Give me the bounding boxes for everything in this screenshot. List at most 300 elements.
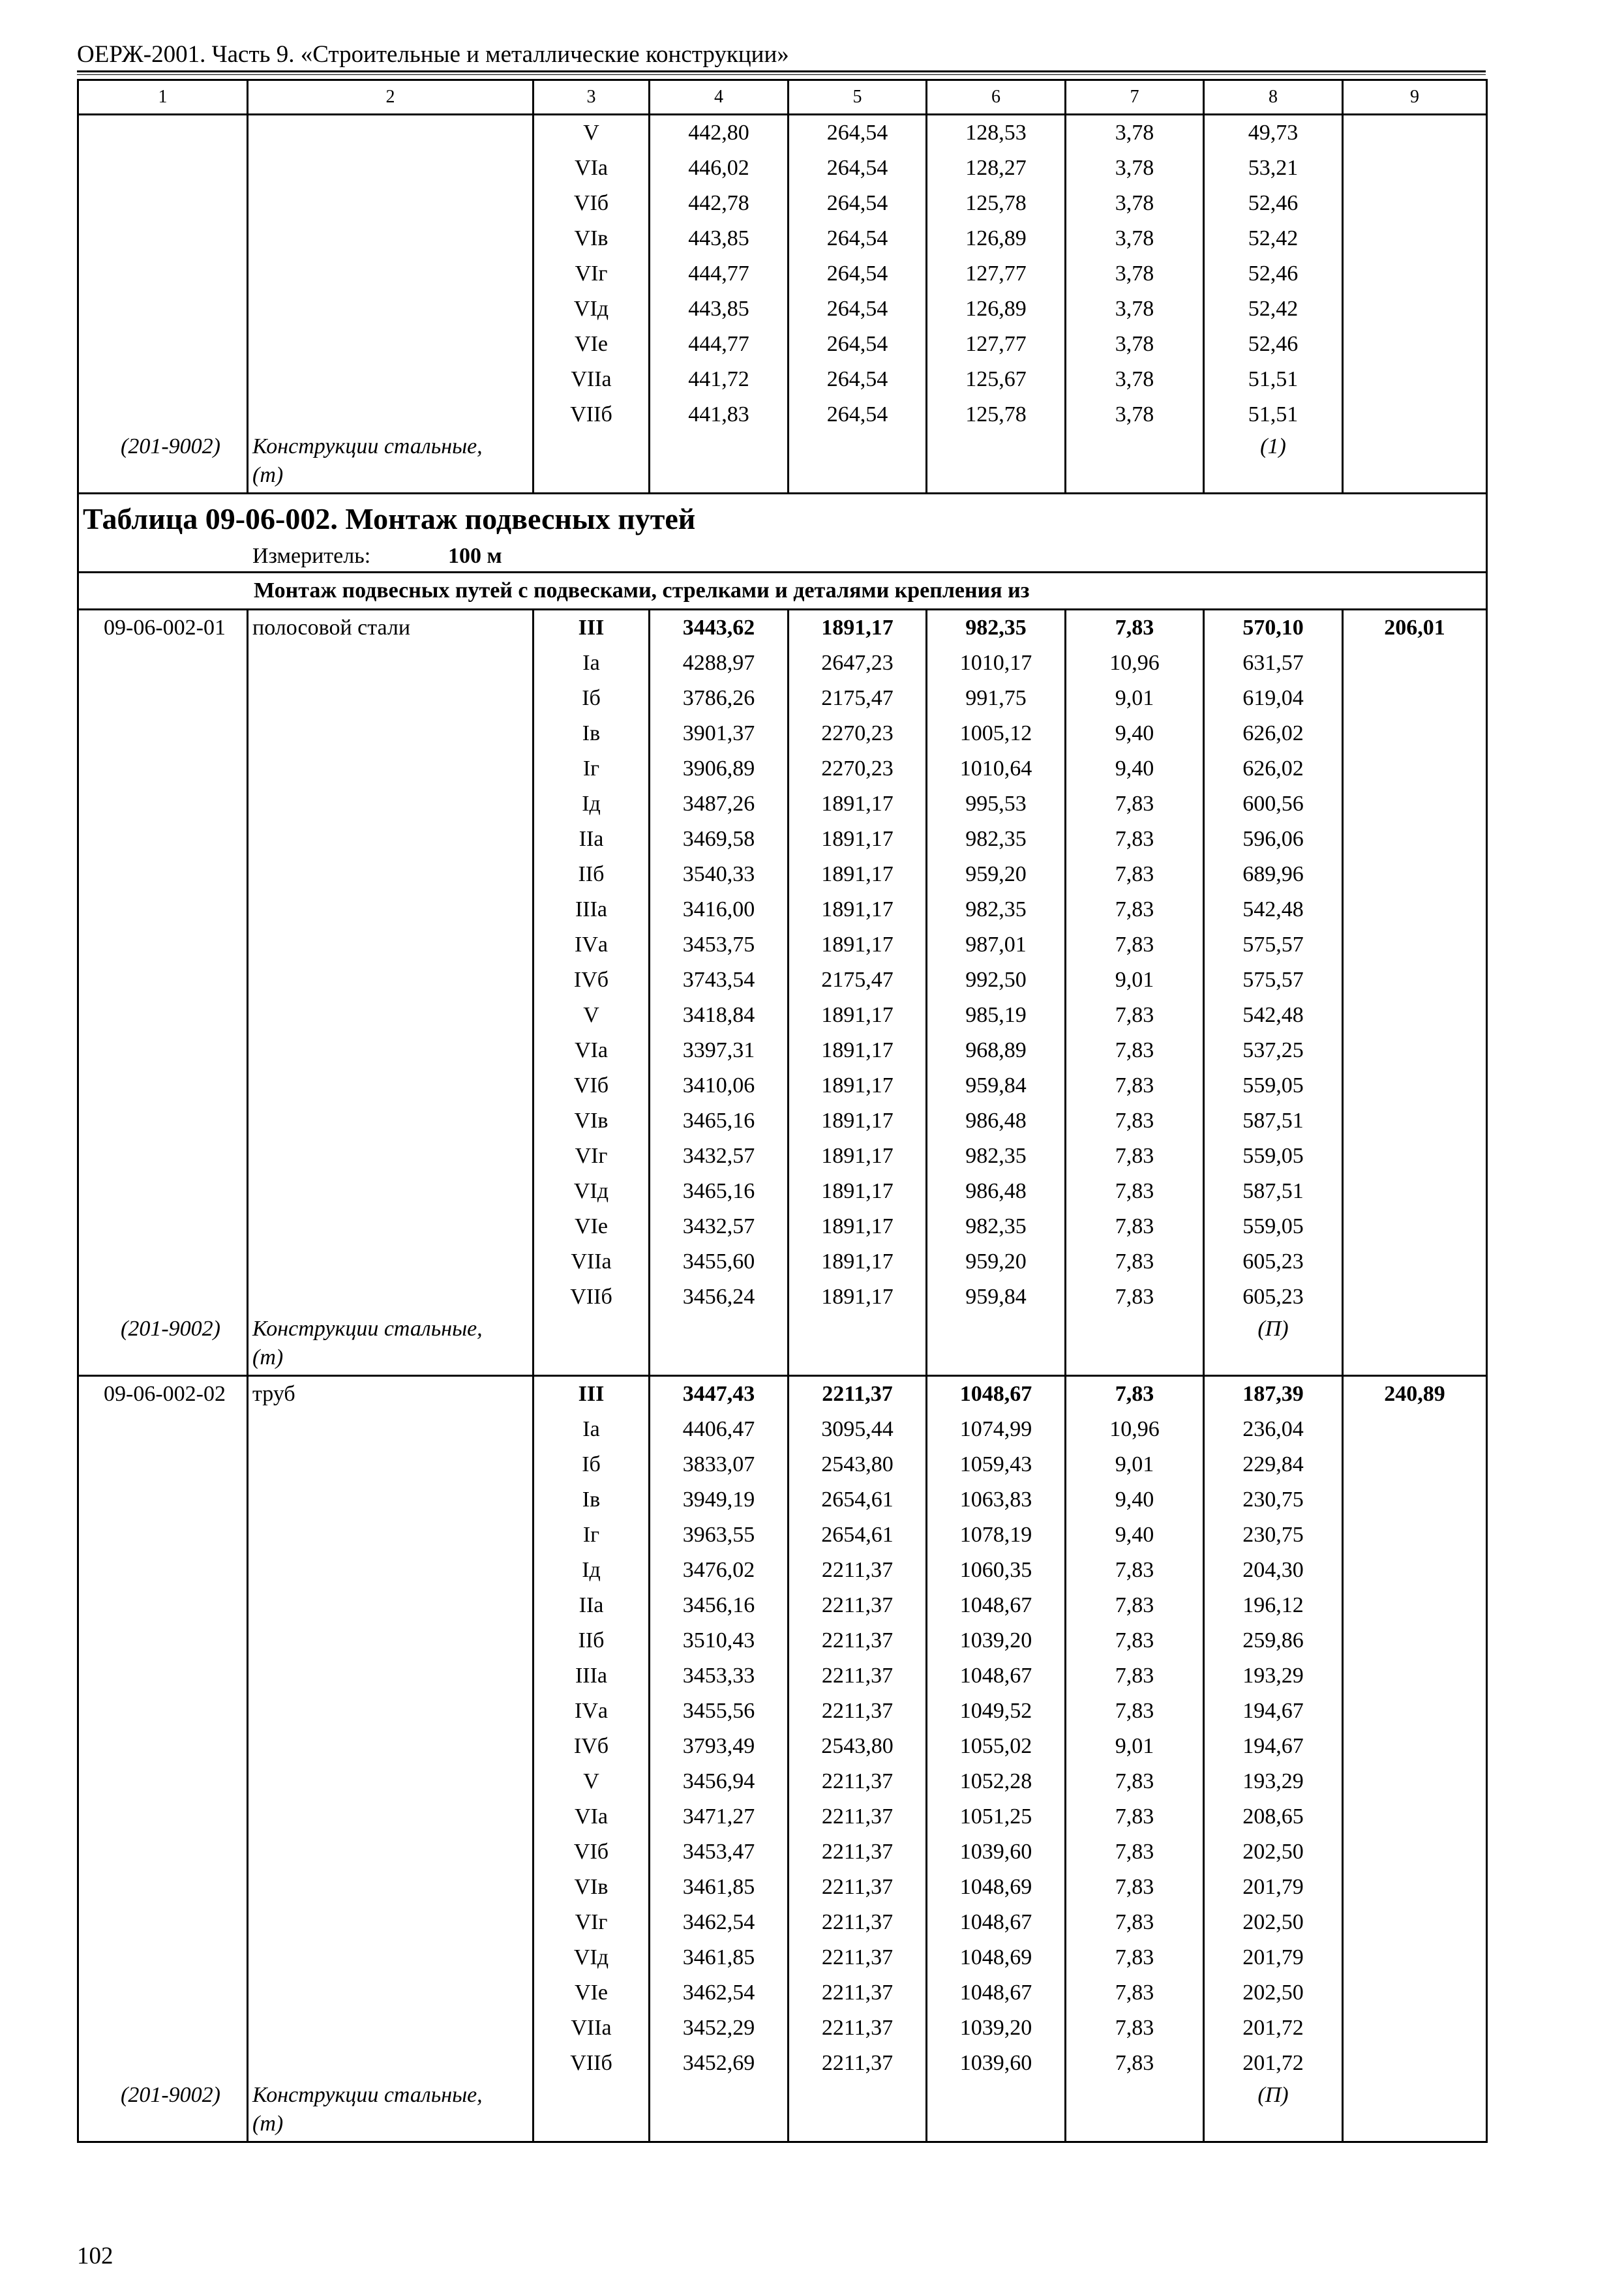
price-row	[78, 1729, 1487, 1764]
labor-hours	[1343, 1553, 1487, 1588]
resource-code: (201-9002)	[78, 2081, 248, 2142]
price-zone: VIг	[534, 256, 650, 292]
entry-name	[248, 1447, 534, 1482]
price-zone: Iд	[534, 1553, 650, 1588]
empty-cell	[789, 1315, 927, 1376]
entry-name	[248, 681, 534, 716]
resource-unit: (т)	[252, 1345, 284, 1369]
labor-cost: 1891,17	[789, 1209, 927, 1244]
price-zone: VIд	[534, 1174, 650, 1209]
operator-wage: 7,83	[1066, 1244, 1204, 1279]
price-zone: Iб	[534, 681, 650, 716]
entry-name	[248, 646, 534, 681]
entry-name	[248, 1694, 534, 1729]
column-number: 5	[789, 80, 927, 115]
material-cost: 605,23	[1204, 1244, 1343, 1279]
material-cost: 208,65	[1204, 1799, 1343, 1834]
machine-cost: 982,35	[927, 892, 1066, 927]
labor-hours	[1343, 397, 1487, 432]
operator-wage: 7,83	[1066, 1033, 1204, 1068]
machine-cost: 1005,12	[927, 716, 1066, 751]
price-zone: IVб	[534, 963, 650, 998]
operator-wage: 7,83	[1066, 1209, 1204, 1244]
price-zone: IIб	[534, 1623, 650, 1658]
entry-code	[78, 927, 248, 963]
entry-code	[78, 857, 248, 892]
price-row	[78, 857, 1487, 892]
total-cost: 3786,26	[650, 681, 789, 716]
labor-hours	[1343, 1764, 1487, 1799]
operator-wage: 7,83	[1066, 1658, 1204, 1694]
total-cost: 3833,07	[650, 1447, 789, 1482]
material-cost: 230,75	[1204, 1482, 1343, 1518]
entry-name	[248, 292, 534, 327]
labor-cost: 2211,37	[789, 2011, 927, 2046]
price-row	[78, 1518, 1487, 1553]
machine-cost: 1039,60	[927, 1834, 1066, 1870]
price-row	[78, 1623, 1487, 1658]
entry-code	[78, 221, 248, 256]
machine-cost: 982,35	[927, 822, 1066, 857]
price-zone: VIв	[534, 1103, 650, 1139]
entry-code	[78, 1139, 248, 1174]
total-cost: 3476,02	[650, 1553, 789, 1588]
labor-cost: 2543,80	[789, 1729, 927, 1764]
labor-cost: 264,54	[789, 397, 927, 432]
entry-name	[248, 963, 534, 998]
material-cost: 229,84	[1204, 1447, 1343, 1482]
entry-code	[78, 1834, 248, 1870]
material-cost: 49,73	[1204, 115, 1343, 151]
labor-cost: 1891,17	[789, 1244, 927, 1279]
total-cost: 3447,43	[650, 1376, 789, 1413]
material-cost: 52,46	[1204, 256, 1343, 292]
labor-hours	[1343, 1588, 1487, 1623]
machine-cost: 1048,69	[927, 1940, 1066, 1975]
entry-code	[78, 681, 248, 716]
labor-cost: 2211,37	[789, 1905, 927, 1940]
machine-cost: 982,35	[927, 1139, 1066, 1174]
material-cost: 587,51	[1204, 1174, 1343, 1209]
price-zone: VIе	[534, 1975, 650, 2011]
machine-cost: 1048,69	[927, 1870, 1066, 1905]
column-number: 7	[1066, 80, 1204, 115]
entry-name	[248, 1799, 534, 1834]
entry-code	[78, 1553, 248, 1588]
labor-cost: 1891,17	[789, 1068, 927, 1103]
price-zone: Iв	[534, 1482, 650, 1518]
labor-cost: 1891,17	[789, 1103, 927, 1139]
resource-name-line1: Конструкции стальные,	[252, 1317, 483, 1341]
total-cost: 3461,85	[650, 1870, 789, 1905]
total-cost: 442,78	[650, 186, 789, 221]
labor-hours	[1343, 1729, 1487, 1764]
total-cost: 446,02	[650, 151, 789, 186]
price-row	[78, 362, 1487, 397]
machine-cost: 127,77	[927, 256, 1066, 292]
labor-hours	[1343, 186, 1487, 221]
price-row	[78, 646, 1487, 681]
labor-hours	[1343, 1279, 1487, 1315]
total-cost: 3452,69	[650, 2046, 789, 2081]
labor-cost: 1891,17	[789, 927, 927, 963]
operator-wage: 7,83	[1066, 1103, 1204, 1139]
empty-cell	[1066, 1315, 1204, 1376]
price-zone: VIа	[534, 1799, 650, 1834]
resource-row	[78, 1315, 1487, 1376]
machine-cost: 126,89	[927, 292, 1066, 327]
total-cost: 3963,55	[650, 1518, 789, 1553]
operator-wage: 10,96	[1066, 646, 1204, 681]
machine-cost: 986,48	[927, 1103, 1066, 1139]
total-cost: 3432,57	[650, 1209, 789, 1244]
material-cost: 596,06	[1204, 822, 1343, 857]
column-number: 8	[1204, 80, 1343, 115]
price-zone: III	[534, 1376, 650, 1413]
column-number: 3	[534, 80, 650, 115]
empty-cell	[1343, 1315, 1487, 1376]
material-cost: 689,96	[1204, 857, 1343, 892]
machine-cost: 125,78	[927, 397, 1066, 432]
table-title-row	[78, 494, 1487, 573]
material-cost: 202,50	[1204, 1834, 1343, 1870]
resource-unit: (т)	[252, 2112, 284, 2136]
labor-hours	[1343, 1518, 1487, 1553]
operator-wage: 7,83	[1066, 1694, 1204, 1729]
total-cost: 3397,31	[650, 1033, 789, 1068]
entry-code	[78, 1940, 248, 1975]
price-zone: VIв	[534, 221, 650, 256]
machine-cost: 968,89	[927, 1033, 1066, 1068]
resource-name-line1: Конструкции стальные,	[252, 2083, 483, 2107]
operator-wage: 7,83	[1066, 1834, 1204, 1870]
price-zone: VIе	[534, 327, 650, 362]
entry-code	[78, 646, 248, 681]
machine-cost: 1055,02	[927, 1729, 1066, 1764]
entry-code	[78, 963, 248, 998]
material-cost: 52,42	[1204, 292, 1343, 327]
labor-hours	[1343, 1103, 1487, 1139]
machine-cost: 1048,67	[927, 1588, 1066, 1623]
entry-name	[248, 1940, 534, 1975]
entry-code	[78, 2011, 248, 2046]
entry-name: полосовой стали	[248, 610, 534, 646]
price-zone: V	[534, 115, 650, 151]
labor-hours	[1343, 892, 1487, 927]
material-cost: 201,79	[1204, 1870, 1343, 1905]
price-zone: IVа	[534, 1694, 650, 1729]
entry-name	[248, 1244, 534, 1279]
labor-cost: 264,54	[789, 186, 927, 221]
price-zone: Iв	[534, 716, 650, 751]
entry-name	[248, 751, 534, 786]
total-cost: 3456,16	[650, 1588, 789, 1623]
material-cost: 575,57	[1204, 963, 1343, 998]
machine-cost: 1052,28	[927, 1764, 1066, 1799]
labor-cost: 1891,17	[789, 822, 927, 857]
labor-hours	[1343, 1209, 1487, 1244]
price-zone: VIе	[534, 1209, 650, 1244]
price-row	[78, 1694, 1487, 1729]
entry-code	[78, 1447, 248, 1482]
labor-hours	[1343, 1975, 1487, 2011]
entry-code	[78, 1033, 248, 1068]
material-cost: 201,72	[1204, 2011, 1343, 2046]
operator-wage: 3,78	[1066, 292, 1204, 327]
material-cost: 194,67	[1204, 1729, 1343, 1764]
labor-cost: 2211,37	[789, 1975, 927, 2011]
resource-name	[248, 1315, 534, 1376]
labor-hours	[1343, 1658, 1487, 1694]
machine-cost: 1049,52	[927, 1694, 1066, 1729]
labor-cost: 2211,37	[789, 1799, 927, 1834]
price-row	[78, 1870, 1487, 1905]
price-zone: VIг	[534, 1905, 650, 1940]
price-zone: VIд	[534, 292, 650, 327]
resource-name	[248, 2081, 534, 2142]
entry-name	[248, 186, 534, 221]
entry-code	[78, 151, 248, 186]
entry-name	[248, 1482, 534, 1518]
entry-name	[248, 1033, 534, 1068]
labor-hours	[1343, 2046, 1487, 2081]
operator-wage: 3,78	[1066, 115, 1204, 151]
entry-code	[78, 1623, 248, 1658]
material-cost: 236,04	[1204, 1412, 1343, 1447]
operator-wage: 7,83	[1066, 786, 1204, 822]
entry-code	[78, 1209, 248, 1244]
total-cost: 444,77	[650, 256, 789, 292]
operator-wage: 9,01	[1066, 963, 1204, 998]
entry-name	[248, 1139, 534, 1174]
price-row	[78, 1174, 1487, 1209]
material-cost: 187,39	[1204, 1376, 1343, 1413]
entry-code	[78, 716, 248, 751]
labor-cost: 2175,47	[789, 681, 927, 716]
price-row	[78, 786, 1487, 822]
operator-wage: 9,01	[1066, 1447, 1204, 1482]
operator-wage: 3,78	[1066, 221, 1204, 256]
entry-code	[78, 1482, 248, 1518]
total-cost: 4406,47	[650, 1412, 789, 1447]
machine-cost: 1048,67	[927, 1975, 1066, 2011]
entry-code	[78, 2046, 248, 2081]
price-zone: Iд	[534, 786, 650, 822]
price-zone: VIд	[534, 1940, 650, 1975]
entry-code	[78, 1975, 248, 2011]
price-row	[78, 1588, 1487, 1623]
entry-code	[78, 1729, 248, 1764]
empty-cell	[650, 2081, 789, 2142]
price-zone: V	[534, 1764, 650, 1799]
total-cost: 3949,19	[650, 1482, 789, 1518]
material-cost: 201,79	[1204, 1940, 1343, 1975]
total-cost: 3453,33	[650, 1658, 789, 1694]
total-cost: 3418,84	[650, 998, 789, 1033]
price-row	[78, 1033, 1487, 1068]
machine-cost: 959,20	[927, 1244, 1066, 1279]
price-row	[78, 751, 1487, 786]
labor-hours	[1343, 927, 1487, 963]
labor-hours	[1343, 1799, 1487, 1834]
entry-name	[248, 2011, 534, 2046]
labor-hours	[1343, 1834, 1487, 1870]
entry-code	[78, 397, 248, 432]
machine-cost: 128,53	[927, 115, 1066, 151]
labor-cost: 2211,37	[789, 1553, 927, 1588]
price-row	[78, 1975, 1487, 2011]
machine-cost: 995,53	[927, 786, 1066, 822]
entry-name	[248, 397, 534, 432]
material-cost: 631,57	[1204, 646, 1343, 681]
entry-name	[248, 1658, 534, 1694]
price-row	[78, 822, 1487, 857]
operator-wage: 7,83	[1066, 1870, 1204, 1905]
entry-code	[78, 786, 248, 822]
operator-wage: 3,78	[1066, 397, 1204, 432]
entry-name	[248, 1209, 534, 1244]
total-cost: 3901,37	[650, 716, 789, 751]
machine-cost: 1048,67	[927, 1376, 1066, 1413]
labor-cost: 2211,37	[789, 1694, 927, 1729]
total-cost: 3487,26	[650, 786, 789, 822]
price-table	[77, 79, 1488, 2143]
labor-cost: 2175,47	[789, 963, 927, 998]
labor-cost: 2543,80	[789, 1447, 927, 1482]
machine-cost: 128,27	[927, 151, 1066, 186]
entry-code	[78, 1658, 248, 1694]
machine-cost: 1059,43	[927, 1447, 1066, 1482]
entry-code	[78, 751, 248, 786]
table-caption: Монтаж подвесных путей с подвесками, стрелками и деталями крепления из	[78, 573, 1487, 610]
material-cost: 559,05	[1204, 1068, 1343, 1103]
machine-cost: 959,20	[927, 857, 1066, 892]
labor-hours	[1343, 151, 1487, 186]
price-row	[78, 892, 1487, 927]
price-zone: VIIб	[534, 397, 650, 432]
empty-cell	[789, 432, 927, 494]
machine-cost: 985,19	[927, 998, 1066, 1033]
header-rule	[77, 70, 1486, 72]
labor-cost: 1891,17	[789, 1279, 927, 1315]
entry-name	[248, 1834, 534, 1870]
entry-code	[78, 256, 248, 292]
labor-hours: 240,89	[1343, 1376, 1487, 1413]
entry-name	[248, 857, 534, 892]
entry-name	[248, 1729, 534, 1764]
operator-wage: 7,83	[1066, 610, 1204, 646]
total-cost: 3443,62	[650, 610, 789, 646]
labor-cost: 2647,23	[789, 646, 927, 681]
entry-name	[248, 151, 534, 186]
empty-cell	[534, 432, 650, 494]
entry-code	[78, 822, 248, 857]
material-cost: 542,48	[1204, 892, 1343, 927]
price-row	[78, 1905, 1487, 1940]
entry-code	[78, 1588, 248, 1623]
labor-cost: 1891,17	[789, 1033, 927, 1068]
labor-cost: 2654,61	[789, 1482, 927, 1518]
operator-wage: 7,83	[1066, 927, 1204, 963]
labor-hours	[1343, 1447, 1487, 1482]
operator-wage: 7,83	[1066, 1376, 1204, 1413]
labor-hours	[1343, 1694, 1487, 1729]
entry-code	[78, 186, 248, 221]
resource-quantity: (1)	[1204, 432, 1343, 494]
price-zone: VIб	[534, 186, 650, 221]
material-cost: 52,46	[1204, 327, 1343, 362]
labor-cost: 1891,17	[789, 610, 927, 646]
labor-hours	[1343, 681, 1487, 716]
price-zone: VIIа	[534, 362, 650, 397]
entry-code	[78, 1870, 248, 1905]
price-row	[78, 1940, 1487, 1975]
labor-hours	[1343, 822, 1487, 857]
material-cost: 52,42	[1204, 221, 1343, 256]
empty-cell	[1343, 2081, 1487, 2142]
entry-code	[78, 1518, 248, 1553]
total-cost: 3469,58	[650, 822, 789, 857]
machine-cost: 1039,60	[927, 2046, 1066, 2081]
operator-wage: 7,83	[1066, 1068, 1204, 1103]
total-cost: 442,80	[650, 115, 789, 151]
entry-code	[78, 1799, 248, 1834]
operator-wage: 7,83	[1066, 892, 1204, 927]
price-zone: Iг	[534, 1518, 650, 1553]
material-cost: 194,67	[1204, 1694, 1343, 1729]
price-row	[78, 681, 1487, 716]
entry-name	[248, 1870, 534, 1905]
entry-code	[78, 1412, 248, 1447]
entry-name	[248, 927, 534, 963]
price-zone: VIа	[534, 1033, 650, 1068]
price-row	[78, 256, 1487, 292]
price-zone: VIIа	[534, 1244, 650, 1279]
measure-label: Измеритель:	[252, 544, 371, 568]
resource-name	[248, 432, 534, 494]
operator-wage: 7,83	[1066, 1623, 1204, 1658]
price-row	[78, 221, 1487, 256]
labor-cost: 264,54	[789, 151, 927, 186]
labor-hours	[1343, 857, 1487, 892]
material-cost: 570,10	[1204, 610, 1343, 646]
material-cost: 51,51	[1204, 362, 1343, 397]
price-zone: IIб	[534, 857, 650, 892]
price-row	[78, 2011, 1487, 2046]
price-zone: IVа	[534, 927, 650, 963]
empty-cell	[1066, 2081, 1204, 2142]
operator-wage: 7,83	[1066, 1764, 1204, 1799]
machine-cost: 1048,67	[927, 1905, 1066, 1940]
labor-cost: 1891,17	[789, 892, 927, 927]
entry-name	[248, 892, 534, 927]
operator-wage: 7,83	[1066, 822, 1204, 857]
total-cost: 3410,06	[650, 1068, 789, 1103]
material-cost: 204,30	[1204, 1553, 1343, 1588]
labor-cost: 2211,37	[789, 1834, 927, 1870]
labor-hours	[1343, 751, 1487, 786]
total-cost: 441,83	[650, 397, 789, 432]
column-number: 2	[248, 80, 534, 115]
column-number-row	[78, 80, 1487, 115]
labor-cost: 2211,37	[789, 1588, 927, 1623]
material-cost: 600,56	[1204, 786, 1343, 822]
entry-name	[248, 716, 534, 751]
total-cost: 3793,49	[650, 1729, 789, 1764]
total-cost: 3540,33	[650, 857, 789, 892]
empty-cell	[1066, 432, 1204, 494]
column-number: 9	[1343, 80, 1487, 115]
